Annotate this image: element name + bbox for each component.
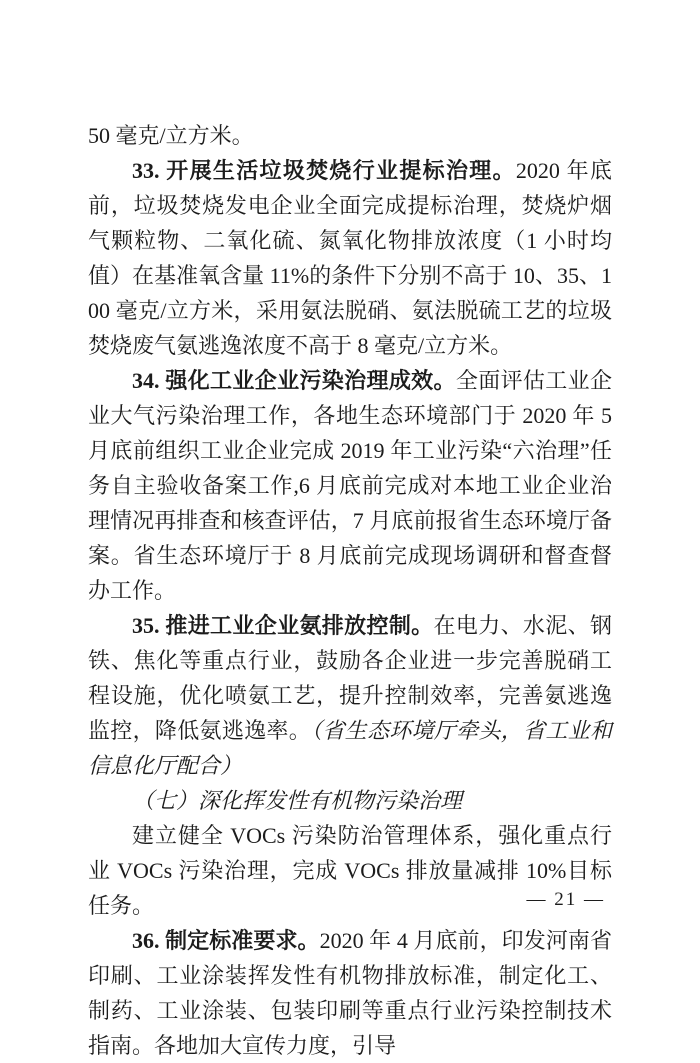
text-run-bold: 34. 强化工业企业污染治理成效。 xyxy=(132,368,456,393)
text-run-normal: 在电力、水泥、钢铁、焦化等重点行业，鼓励各企业进一步完善脱硝工程设施，优化喷氨工艺，提升控制效率，完善氨逃逸监控，降低氨逃逸率。 xyxy=(88,613,612,743)
paragraph-36 xyxy=(88,923,612,1063)
text-run-bold: 35. 推进工业企业氨排放控制。 xyxy=(132,613,434,638)
text-run-normal: 建立健全 VOCs 污染防治管理体系，强化重点行业 VOCs 污染治理，完成 VOCs 排放量减排 10%目标任务。 xyxy=(88,823,612,918)
text-run-normal: 50 毫克/立方米。 xyxy=(88,123,254,148)
paragraph-34 xyxy=(88,363,612,608)
text-run-kai: （省生态环境厅牵头，省工业和信息化厅配合） xyxy=(88,718,612,778)
text-run-normal: 2020 年 4 月底前，印发河南省印刷、工业涂装挥发性有机物排放标准，制定化工、制药、工业涂装、包装印刷等重点行业污染控制技术指南。各地加大宣传力度，引导 xyxy=(88,928,612,1058)
text-run-kai: （七）深化挥发性有机物污染治理 xyxy=(132,788,463,813)
text-run-bold: 33. 开展生活垃圾焚烧行业提标治理。 xyxy=(132,158,516,183)
text-run-normal: 2020 年底前，垃圾焚烧发电企业全面完成提标治理，焚烧炉烟气颗粒物、二氧化硫、氮氧化物排放浓度（1 小时均值）在基准氧含量 11%的条件下分别不高于 10、35、100 毫克/立方米，采用氨法脱硝、氨法脱硫工艺的垃圾焚烧废气氨逃逸浓度不高于 8 毫克/立方米。 xyxy=(88,158,612,358)
paragraph-33 xyxy=(88,153,612,363)
paragraph-35 xyxy=(88,608,612,783)
text-run-normal: 全面评估工业企业大气污染治理工作，各地生态环境部门于 2020 年 5 月底前组织工业企业完成 2019 年工业污染“六治理”任务自主验收备案工作,6 月底前完成对本地工业企业治理情况再排查和核查评估，7 月底前报省生态环境厅备案。省生态环境厅于 8 月底前完成现场调研和督查督办工作。 xyxy=(88,368,612,603)
paragraph-section-7 xyxy=(88,783,612,818)
document-body xyxy=(88,118,612,1063)
text-run-bold: 36. 制定标准要求。 xyxy=(132,928,320,953)
paragraph-continuation xyxy=(88,118,612,153)
page-number: — 21 — xyxy=(526,889,605,910)
